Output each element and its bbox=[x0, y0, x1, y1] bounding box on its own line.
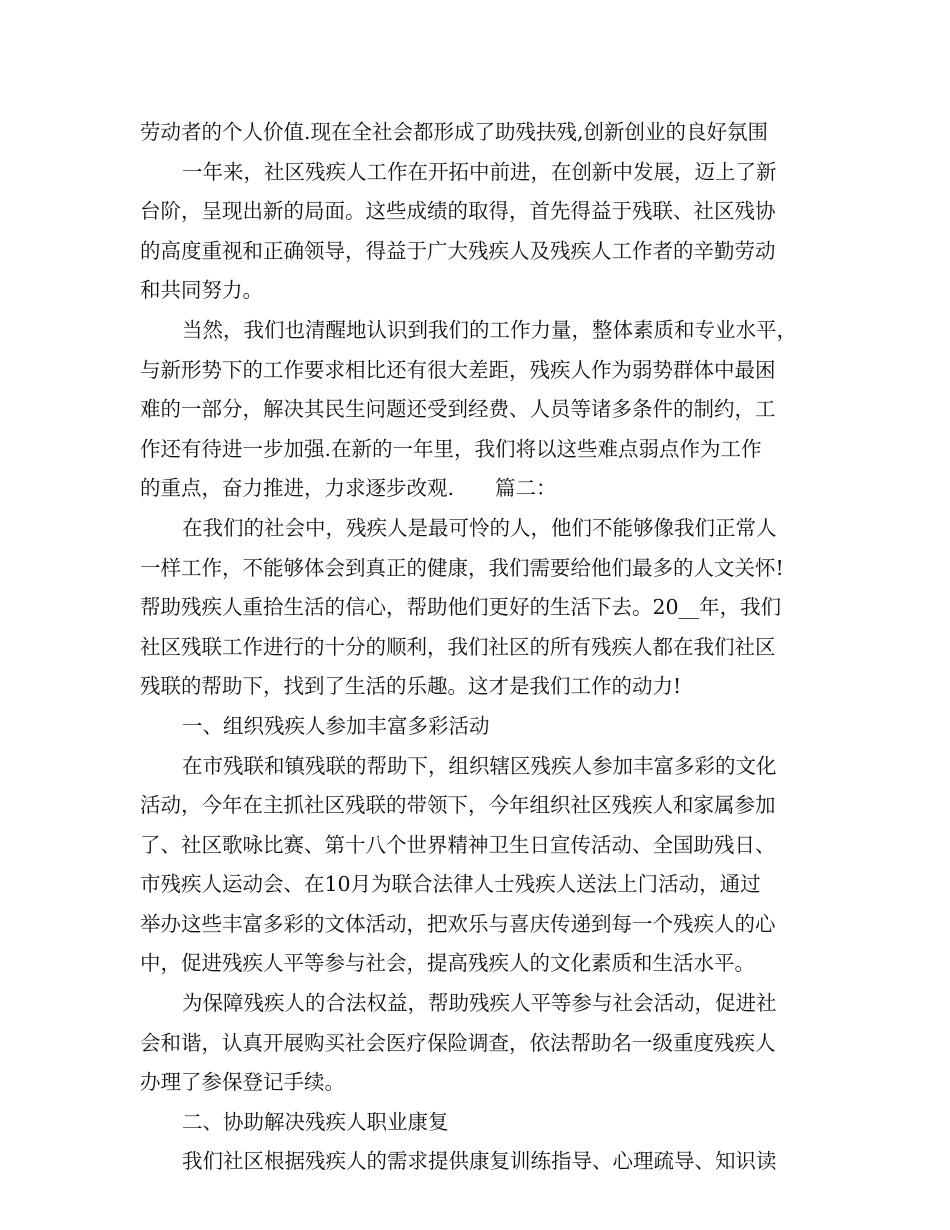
text-line: 作还有待进一步加强.在新的一年里，我们将以这些难点弱点作为工作 bbox=[140, 436, 762, 461]
text-line: 一样工作，不能够体会到真正的健康，我们需要给他们最多的人文关怀! bbox=[140, 555, 784, 580]
text-line: 市残疾人运动会、在10月为联合法律人士残疾人送法上门活动，通过 bbox=[140, 872, 761, 897]
text-line: 台阶，呈现出新的局面。这些成绩的取得，首先得益于残联、社区残协 bbox=[140, 199, 776, 224]
text-line: 的高度重视和正确领导，得益于广大残疾人及残疾人工作者的辛勤劳动 bbox=[140, 238, 776, 263]
text-line: 社区残联工作进行的十分的顺利，我们社区的所有残疾人都在我们社区 bbox=[140, 634, 776, 659]
text-line: 与新形势下的工作要求相比还有很大差距，残疾人作为弱势群体中最困 bbox=[140, 357, 776, 382]
text-line: 了、社区歌咏比赛、第十八个世界精神卫生日宣传活动、全国助残日、 bbox=[140, 832, 776, 857]
paragraph-start-line: 我们社区根据残疾人的需求提供康复训练指导、心理疏导、知识读 bbox=[182, 1149, 777, 1174]
paragraph-start-line: 在市残联和镇残联的帮助下，组织辖区残疾人参加丰富多彩的文化 bbox=[182, 753, 777, 778]
section-heading: 二、协助解决残疾人职业康复 bbox=[182, 1109, 449, 1134]
text-line: 中，促进残疾人平等参与社会，提高残疾人的文化素质和生活水平。 bbox=[140, 951, 755, 976]
text-line: 的重点，奋力推进，力求逐步改观. 篇二： bbox=[140, 476, 557, 501]
text-line: 难的一部分，解决其民生问题还受到经费、人员等诸多条件的制约，工 bbox=[140, 397, 776, 422]
paragraph-start-line: 在我们的社会中，残疾人是最可怜的人，他们不能够像我们正常人 bbox=[182, 515, 777, 540]
paragraph-start-line: 一年来，社区残疾人工作在开拓中前进，在创新中发展，迈上了新 bbox=[182, 159, 777, 184]
text-line: 活动，今年在主抓社区残联的带领下，今年组织社区残疾人和家属参加 bbox=[140, 793, 776, 818]
text-line: 和共同努力。 bbox=[140, 278, 263, 303]
text-line: 会和谐，认真开展购买社会医疗保险调查，依法帮助名一级重度残疾人 bbox=[140, 1030, 776, 1055]
text-line: 帮助残疾人重拾生活的信心，帮助他们更好的生活下去。20__年，我们 bbox=[140, 595, 782, 620]
text-line: 残联的帮助下，找到了生活的乐趣。这才是我们工作的动力! bbox=[140, 674, 682, 699]
text-line: 举办这些丰富多彩的文体活动，把欢乐与喜庆传递到每一个残疾人的心 bbox=[140, 911, 776, 936]
paragraph-start-line: 当然，我们也清醒地认识到我们的工作力量，整体素质和专业水平， bbox=[182, 317, 797, 342]
text-line: 劳动者的个人价值.现在全社会都形成了助残扶残,创新创业的良好氛围 bbox=[140, 120, 769, 144]
section-heading: 一、组织残疾人参加丰富多彩活动 bbox=[182, 713, 490, 738]
paragraph-start-line: 为保障残疾人的合法权益，帮助残疾人平等参与社会活动，促进社 bbox=[182, 991, 777, 1016]
document-body bbox=[140, 113, 830, 1182]
text-line: 办理了参保登记手续。 bbox=[140, 1070, 345, 1095]
